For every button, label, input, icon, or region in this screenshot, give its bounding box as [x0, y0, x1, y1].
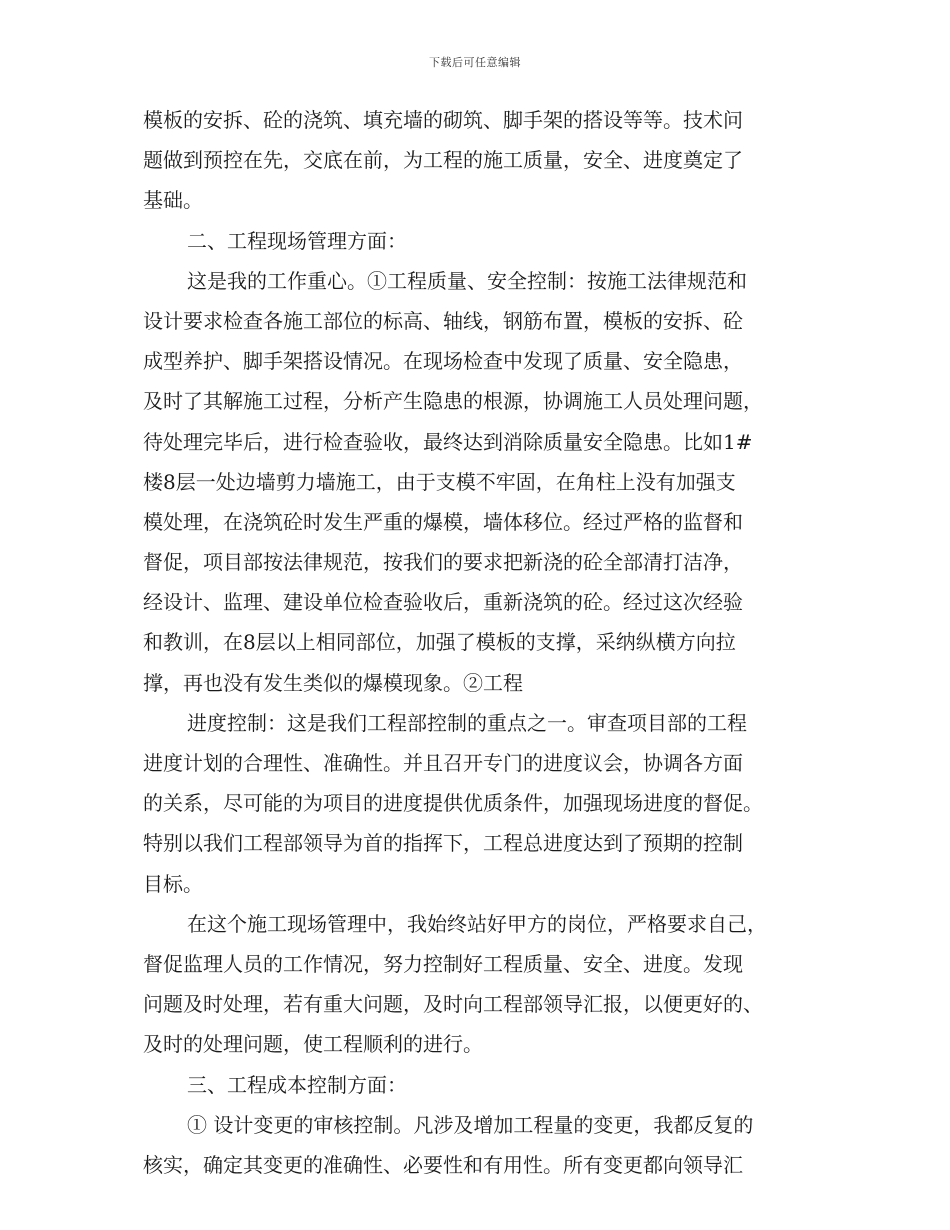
text-line: 核实，确定其变更的准确性、必要性和有用性。所有变更都向领导汇 — [143, 1152, 743, 1177]
text-line: 模板的安拆、砼的浇筑、填充墙的砌筑、脚手架的搭设等等。技术问 — [143, 108, 743, 132]
text-line: 题做到预控在先，交底在前，为工程的施工质量，安全、进度奠定了 — [143, 148, 743, 173]
text-line: 三、工程成本控制方面： — [187, 1072, 407, 1097]
text-line: 督促监理人员的工作情况，努力控制好工程质量、安全、进度。发现 — [143, 951, 743, 976]
text-line: 目标。 — [143, 871, 203, 896]
text-line: 成型养护、脚手架搭设情况。在现场检查中发现了质量、安全隐患， — [143, 349, 743, 374]
text-line: 设计要求检查各施工部位的标高、轴线，钢筋布置，模板的安拆、砼 — [143, 308, 743, 333]
text-line: 及时的处理问题，使工程顺利的进行。 — [143, 1032, 483, 1057]
text-line: 模处理，在浇筑砼时发生严重的爆模，墙体移位。经过严格的监督和 — [143, 509, 743, 534]
text-line: 待处理完毕后，进行检查验收，最终达到消除质量安全隐患。比如1# — [143, 429, 753, 454]
text-line: 的关系，尽可能的为项目的进度提供优质条件，加强现场进度的督促。 — [143, 791, 763, 816]
text-line: 这是我的工作重心。①工程质量、安全控制：按施工法律规范和 — [187, 268, 747, 293]
text-line: 督促，项目部按法律规范，按我们的要求把新浇的砼全部清打洁净， — [143, 550, 743, 575]
text-line: 进度控制：这是我们工程部控制的重点之一。审查项目部的工程 — [187, 710, 747, 735]
text-line: 在这个施工现场管理中，我始终站好甲方的岗位，严格要求自己， — [187, 911, 767, 936]
text-line: 和教训，在8层以上相同部位，加强了模板的支撑，采纳纵横方向拉 — [143, 630, 736, 655]
text-line: 及时了其解施工过程，分析产生隐患的根源，协调施工人员处理问题， — [143, 389, 763, 414]
text-line: 楼8层一处边墙剪力墙施工，由于支模不牢固，在角柱上没有加强支 — [143, 469, 736, 494]
text-line: 二、工程现场管理方面： — [187, 228, 407, 253]
text-line: 特别以我们工程部领导为首的指挥下，工程总进度达到了预期的控制 — [143, 831, 743, 856]
document-body — [143, 100, 808, 1185]
text-line: ① 设计变更的审核控制。凡涉及增加工程量的变更，我都反复的 — [187, 1112, 754, 1137]
text-line: 进度计划的合理性、准确性。并且召开专门的进度议会，协调各方面 — [143, 751, 743, 775]
page-header: 下载后可任意编辑 — [429, 56, 521, 69]
text-line: 撑，再也没有发生类似的爆模现象。②工程 — [143, 670, 523, 695]
text-line: 问题及时处理，若有重大问题，及时向工程部领导汇报，以便更好的、 — [143, 992, 763, 1017]
text-line: 经设计、监理、建设单位检查验收后，重新浇筑的砼。经过这次经验 — [143, 590, 743, 615]
text-line: 基础。 — [143, 188, 203, 213]
